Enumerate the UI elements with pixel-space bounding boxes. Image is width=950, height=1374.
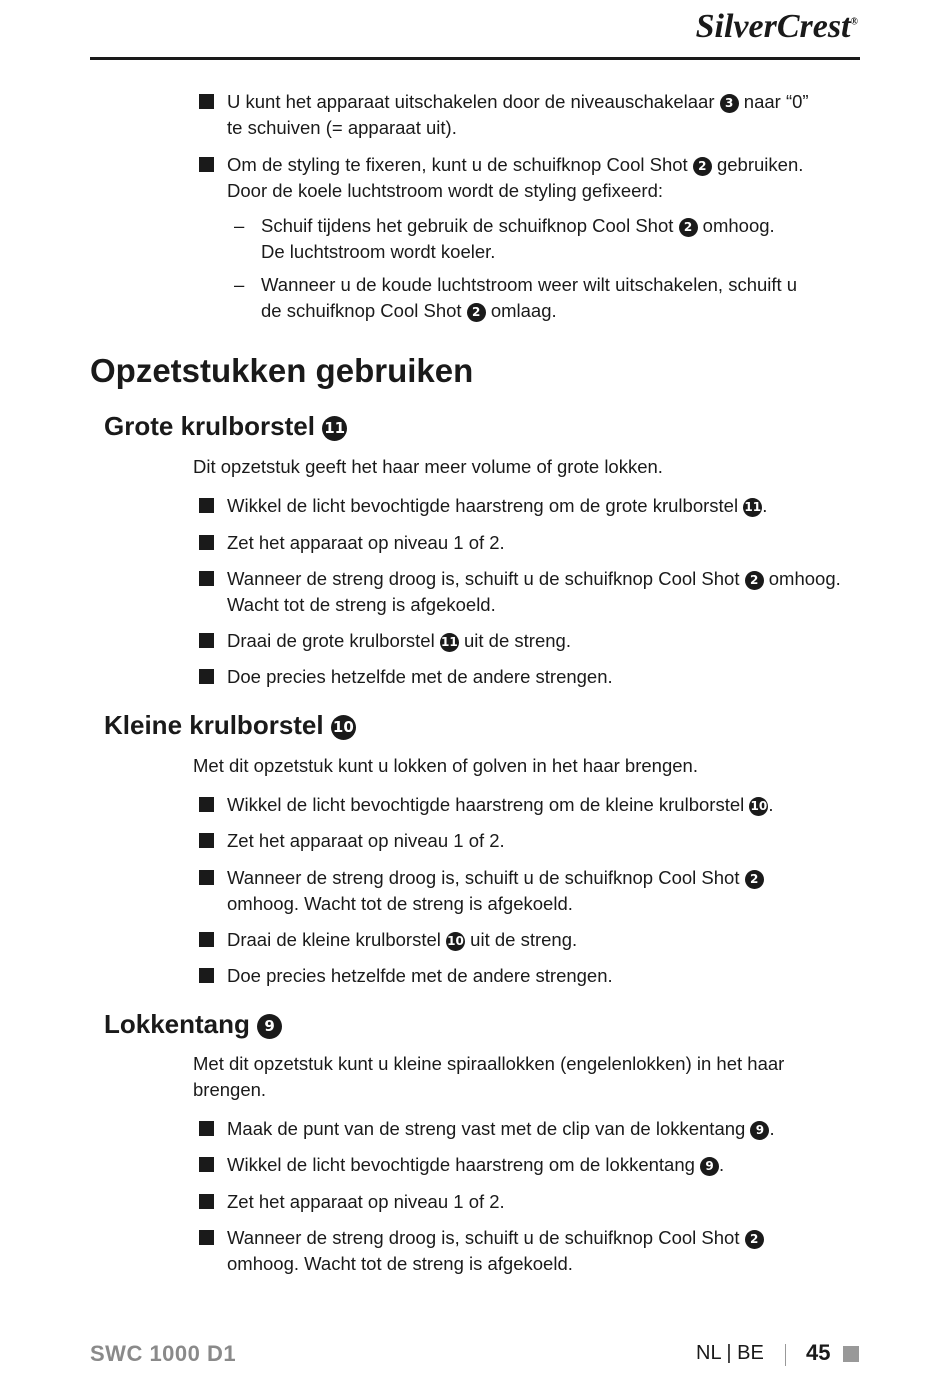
list-item: Draai de grote krulborstel 11 uit de streng. — [198, 628, 858, 654]
list-item: Wikkel de licht bevochtigde haarstreng om de lokkentang 9 . — [198, 1152, 858, 1178]
footer-model: SWC 1000 D1 — [90, 1341, 237, 1366]
list-item: Wikkel de licht bevochtigde haarstreng om de kleine krulborstel 10. — [198, 792, 858, 818]
bullet-square-icon — [199, 870, 214, 885]
bullet-square-icon — [199, 968, 214, 983]
intro-text: Met dit opzetstuk kunt u kleine spiraallokken (engelenlokken) in het haar brengen. — [193, 1053, 785, 1100]
list-item: Maak de punt van de streng vast met de clip van de lokkentang 9 . — [198, 1116, 858, 1142]
ref-number-icon: 2 — [745, 571, 764, 590]
list-item: Zet het apparaat op niveau 1 of 2. — [198, 828, 858, 854]
ref-number-icon: 10 — [331, 715, 356, 740]
ref-number-icon: 2 — [693, 157, 712, 176]
brand-logo: SilverCrest® — [695, 8, 858, 45]
dash-list-item: – Schuif tijdens het gebruik de schuifknop Cool Shot 2 omhoog. De luchtstroom wordt koeler. — [234, 215, 775, 262]
list-item: Om de styling te fixeren, kunt u de schuifknop Cool Shot 2 gebruiken. Door de koele luchtstroom wordt de styling gefixeerd: — [198, 152, 858, 204]
heading-kleine-krulborstel: Kleine krulborstel 10 — [104, 710, 356, 741]
ref-number-icon: 10 — [749, 797, 768, 816]
bullet-square-icon — [199, 94, 214, 109]
bullet-square-icon — [199, 498, 214, 513]
heading-grote-krulborstel: Grote krulborstel 11 — [104, 411, 347, 442]
bullet-square-icon — [199, 797, 214, 812]
bullet-square-icon — [199, 1121, 214, 1136]
list-item: Zet het apparaat op niveau 1 of 2. — [198, 1189, 858, 1215]
bullet-square-icon — [199, 1157, 214, 1172]
intro-text: Met dit opzetstuk kunt u lokken of golven in het haar brengen. — [193, 755, 698, 776]
bullet-square-icon — [199, 535, 214, 550]
list-item: Doe precies hetzelfde met de andere strengen. — [198, 963, 858, 989]
bullet-square-icon — [199, 1194, 214, 1209]
list-item: Wanneer de streng droog is, schuift u de schuifknop Cool Shot 2 omhoog. Wacht tot de streng is afgekoeld. — [198, 865, 858, 917]
bullet-square-icon — [199, 571, 214, 586]
heading-lokkentang: Lokkentang 9 — [104, 1009, 282, 1040]
section-title: Opzetstukken gebruiken — [90, 352, 474, 389]
footer-square-icon — [843, 1346, 859, 1362]
list-item: Draai de kleine krulborstel 10 uit de streng. — [198, 927, 858, 953]
bullet-square-icon — [199, 669, 214, 684]
ref-number-icon: 2 — [467, 303, 486, 322]
ref-number-icon: 2 — [745, 870, 764, 889]
bullet-square-icon — [199, 833, 214, 848]
bullet-square-icon — [199, 157, 214, 172]
list-item: Zet het apparaat op niveau 1 of 2. — [198, 530, 858, 556]
list-item: U kunt het apparaat uitschakelen door de niveauschakelaar 3 naar “0” te schuiven (= apparaat uit). — [198, 89, 858, 141]
ref-number-icon: 2 — [745, 1230, 764, 1249]
ref-number-icon: 9 — [257, 1014, 282, 1039]
ref-number-icon: 9 — [700, 1157, 719, 1176]
ref-number-icon: 2 — [679, 218, 698, 237]
footer-language: NL | BE — [696, 1342, 764, 1364]
list-item: Wanneer de streng droog is, schuift u de schuifknop Cool Shot 2 omhoog. Wacht tot de streng is afgekoeld. — [198, 1225, 858, 1277]
dash-list-item: – Wanneer u de koude luchtstroom weer wilt uitschakelen, schuift u de schuifknop Cool Shot 2 omlaag. — [234, 274, 798, 321]
ref-number-icon: 10 — [446, 932, 465, 951]
header-rule — [90, 57, 860, 60]
ref-number-icon: 3 — [720, 94, 739, 113]
bullet-square-icon — [199, 1230, 214, 1245]
list-item: Wikkel de licht bevochtigde haarstreng om de grote krulborstel 11. — [198, 493, 858, 519]
list-item: Wanneer de streng droog is, schuift u de schuifknop Cool Shot 2 omhoog. Wacht tot de streng is afgekoeld. — [198, 566, 858, 618]
ref-number-icon: 9 — [750, 1121, 769, 1140]
page-number: 45 — [806, 1340, 831, 1365]
bullet-square-icon — [199, 932, 214, 947]
bullet-square-icon — [199, 633, 214, 648]
list-item: Doe precies hetzelfde met de andere strengen. — [198, 664, 858, 690]
ref-number-icon: 11 — [440, 633, 459, 652]
intro-text: Dit opzetstuk geeft het haar meer volume of grote lokken. — [193, 456, 663, 477]
ref-number-icon: 11 — [322, 416, 347, 441]
footer-divider — [785, 1344, 786, 1366]
ref-number-icon: 11 — [743, 498, 762, 517]
